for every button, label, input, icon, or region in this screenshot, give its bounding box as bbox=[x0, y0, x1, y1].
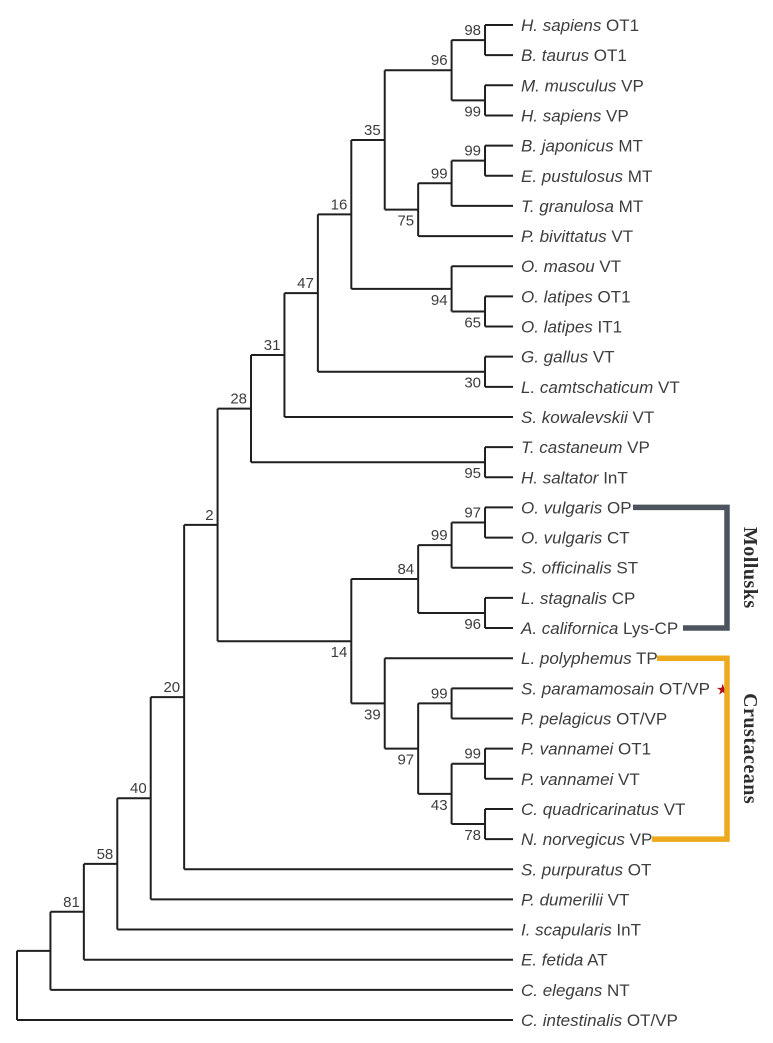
taxon-label: L. polyphemus TP bbox=[521, 649, 658, 669]
taxon-label: T. granulosa MT bbox=[521, 196, 644, 216]
taxon-label: S. kowalevskii VT bbox=[521, 407, 655, 427]
bootstrap-value: 96 bbox=[430, 52, 448, 70]
bootstrap-value: 16 bbox=[330, 196, 348, 214]
taxon-label: C. intestinalis OT/VP bbox=[521, 1011, 678, 1031]
mollusks-label: Mollusks bbox=[739, 526, 761, 609]
bootstrap-value: 81 bbox=[63, 893, 80, 911]
taxon-label: P. bivittatus VT bbox=[521, 227, 634, 247]
taxon-label: A. californica Lys-CP bbox=[521, 619, 679, 639]
taxon-label: C. quadricarinatus VT bbox=[521, 799, 686, 819]
taxon-label: O. vulgaris CT bbox=[521, 528, 630, 548]
taxon-label: H. saltator InT bbox=[521, 468, 628, 488]
bootstrap-value: 97 bbox=[397, 751, 415, 769]
bootstrap-value: 75 bbox=[397, 212, 415, 230]
taxon-label: B. japonicus MT bbox=[521, 136, 643, 156]
taxon-label: P. pelagicus OT/VP bbox=[521, 709, 668, 729]
bootstrap-value: 14 bbox=[330, 644, 348, 662]
taxon-label: E. fetida AT bbox=[521, 950, 608, 970]
taxon-label: M. musculus VP bbox=[521, 76, 644, 96]
bootstrap-value: 47 bbox=[297, 275, 314, 293]
taxon-label: O. latipes IT1 bbox=[521, 317, 623, 337]
bootstrap-value: 58 bbox=[96, 845, 114, 863]
taxon-label: L. camtschaticum VT bbox=[521, 377, 680, 397]
bootstrap-value: 78 bbox=[464, 827, 482, 845]
bootstrap-value: 40 bbox=[130, 780, 147, 798]
taxon-label: B. taurus OT1 bbox=[521, 46, 627, 66]
bootstrap-value: 94 bbox=[430, 291, 448, 309]
taxon-label: P. vannamei OT1 bbox=[521, 739, 652, 759]
bootstrap-value: 99 bbox=[464, 103, 482, 121]
bootstrap-value: 84 bbox=[397, 561, 415, 579]
taxon-label: L. stagnalis CP bbox=[521, 588, 636, 608]
bootstrap-value: 35 bbox=[364, 121, 381, 139]
taxon-label: T. castaneum VP bbox=[521, 438, 650, 458]
taxon-label: O. vulgaris OP bbox=[521, 498, 632, 518]
taxon-label: P. dumerilii VT bbox=[521, 890, 630, 910]
bootstrap-value: 97 bbox=[464, 504, 482, 522]
bootstrap-value: 31 bbox=[263, 337, 281, 355]
taxon-label: S. paramamosain OT/VP ★ bbox=[521, 679, 730, 699]
taxon-label: H. sapiens OT1 bbox=[521, 16, 640, 35]
bootstrap-value: 99 bbox=[464, 745, 482, 763]
taxon-label: E. pustulosus MT bbox=[521, 166, 653, 186]
taxon-label: S. officinalis ST bbox=[521, 558, 639, 578]
bootstrap-value: 99 bbox=[430, 685, 448, 703]
bootstrap-value: 30 bbox=[464, 374, 482, 392]
taxon-label: N. norvegicus VP bbox=[521, 830, 653, 850]
bootstrap-value: 20 bbox=[163, 679, 181, 697]
taxon-label: I. scapularis InT bbox=[521, 920, 641, 940]
bootstrap-value: 98 bbox=[464, 22, 482, 40]
bootstrap-value: 99 bbox=[430, 527, 448, 545]
bootstrap-value: 96 bbox=[464, 615, 482, 633]
taxon-label: H. sapiens VP bbox=[521, 106, 629, 126]
taxon-label: O. masou VT bbox=[521, 257, 622, 277]
crustaceans-label: Crustaceans bbox=[739, 693, 761, 805]
significant-star-icon: ★ bbox=[715, 681, 730, 699]
bootstrap-value: 43 bbox=[430, 796, 448, 814]
labels bbox=[63, 16, 729, 1030]
bootstrap-value: 2 bbox=[205, 506, 214, 524]
bootstrap-value: 99 bbox=[464, 142, 482, 160]
bootstrap-value: 65 bbox=[464, 314, 482, 332]
mollusks-bracket bbox=[633, 507, 727, 628]
bootstrap-value: 39 bbox=[364, 706, 381, 724]
taxon-label: O. latipes OT1 bbox=[521, 287, 631, 307]
taxon-label: P. vannamei VT bbox=[521, 769, 640, 789]
taxon-label: G. gallus VT bbox=[521, 347, 615, 367]
taxon-label: C. elegans NT bbox=[521, 980, 630, 1000]
bootstrap-value: 28 bbox=[230, 390, 248, 408]
bootstrap-value: 99 bbox=[430, 165, 448, 183]
taxon-label: S. purpuratus OT bbox=[521, 860, 652, 880]
bootstrap-value: 95 bbox=[464, 465, 482, 483]
